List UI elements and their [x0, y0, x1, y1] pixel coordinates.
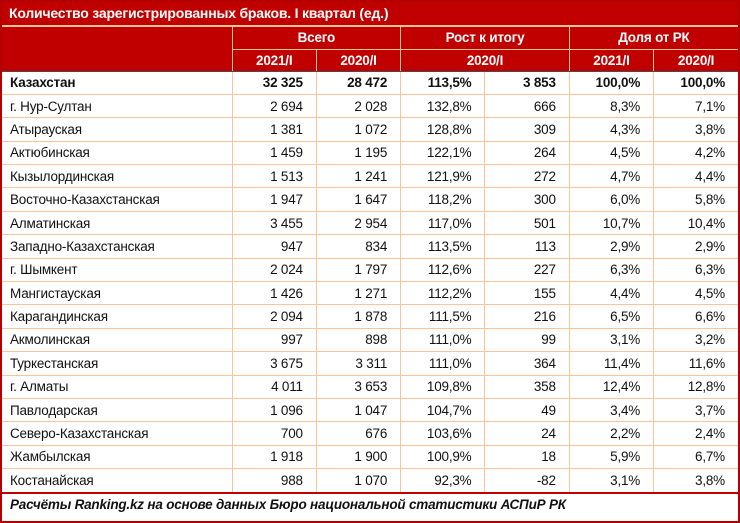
value-cell: 3,1% [569, 469, 653, 492]
value-cell: 100,0% [654, 71, 738, 94]
value-cell: 2,9% [654, 235, 738, 258]
value-cell: 3,4% [569, 398, 653, 421]
table-row [2, 71, 738, 94]
marriages-table [2, 27, 738, 492]
value-cell: 6,3% [569, 258, 653, 281]
value-cell: 3 675 [232, 352, 316, 375]
region-name: Жамбылская [2, 445, 232, 468]
table-row [2, 258, 738, 281]
value-cell: 12,4% [569, 375, 653, 398]
value-cell: 358 [485, 375, 569, 398]
table-row [2, 375, 738, 398]
value-cell: 155 [485, 282, 569, 305]
region-name: Акмолинская [2, 328, 232, 351]
value-cell: 49 [485, 398, 569, 421]
region-name: Западно-Казахстанская [2, 235, 232, 258]
value-cell: 100,9% [401, 445, 485, 468]
subheader-share-2021: 2021/I [569, 49, 653, 71]
value-cell: 118,2% [401, 188, 485, 211]
value-cell: 132,8% [401, 94, 485, 117]
value-cell: 111,0% [401, 352, 485, 375]
value-cell: 2,2% [569, 422, 653, 445]
table-row [2, 282, 738, 305]
value-cell: 32 325 [232, 71, 316, 94]
table-row [2, 422, 738, 445]
value-cell: 2 028 [316, 94, 400, 117]
region-name: г. Нур-Султан [2, 94, 232, 117]
value-cell: 1 047 [316, 398, 400, 421]
value-cell: 121,9% [401, 165, 485, 188]
value-cell: 898 [316, 328, 400, 351]
value-cell: 4,7% [569, 165, 653, 188]
value-cell: 113,5% [401, 71, 485, 94]
value-cell: 92,3% [401, 469, 485, 492]
value-cell: 6,3% [654, 258, 738, 281]
value-cell: 264 [485, 141, 569, 164]
value-cell: 104,7% [401, 398, 485, 421]
value-cell: 3 455 [232, 211, 316, 234]
subheader-total-2020: 2020/I [316, 49, 400, 71]
value-cell: 501 [485, 211, 569, 234]
value-cell: 6,6% [654, 305, 738, 328]
table-row [2, 305, 738, 328]
value-cell: 2 954 [316, 211, 400, 234]
value-cell: 112,2% [401, 282, 485, 305]
value-cell: 1 459 [232, 141, 316, 164]
value-cell: 111,5% [401, 305, 485, 328]
value-cell: 111,0% [401, 328, 485, 351]
value-cell: 364 [485, 352, 569, 375]
table-body [2, 71, 738, 492]
value-cell: 12,8% [654, 375, 738, 398]
region-name: Восточно-Казахстанская [2, 188, 232, 211]
table-row [2, 211, 738, 234]
value-cell: 18 [485, 445, 569, 468]
region-name: Кызылординская [2, 165, 232, 188]
value-cell: 24 [485, 422, 569, 445]
table-header [2, 27, 738, 71]
value-cell: 2,4% [654, 422, 738, 445]
value-cell: 1 271 [316, 282, 400, 305]
value-cell: 5,8% [654, 188, 738, 211]
table-row [2, 235, 738, 258]
value-cell: 3,7% [654, 398, 738, 421]
value-cell: 2 094 [232, 305, 316, 328]
value-cell: 1 096 [232, 398, 316, 421]
value-cell: 4,3% [569, 118, 653, 141]
value-cell: 1 513 [232, 165, 316, 188]
table-row [2, 118, 738, 141]
value-cell: 6,5% [569, 305, 653, 328]
subheader-growth-2020: 2020/I [401, 49, 570, 71]
value-cell: 947 [232, 235, 316, 258]
table-row [2, 445, 738, 468]
group-header-total: Всего [232, 27, 401, 49]
value-cell: 11,6% [654, 352, 738, 375]
value-cell: 3 311 [316, 352, 400, 375]
value-cell: 1 195 [316, 141, 400, 164]
value-cell: 1 381 [232, 118, 316, 141]
value-cell: 3,1% [569, 328, 653, 351]
subheader-total-2021: 2021/I [232, 49, 316, 71]
value-cell: 112,6% [401, 258, 485, 281]
value-cell: 300 [485, 188, 569, 211]
region-name: Павлодарская [2, 398, 232, 421]
value-cell: 1 900 [316, 445, 400, 468]
region-name: Казахстан [2, 71, 232, 94]
value-cell: 227 [485, 258, 569, 281]
table-row [2, 94, 738, 117]
table-row [2, 352, 738, 375]
group-header-share: Доля от РК [569, 27, 738, 49]
value-cell: 3,8% [654, 118, 738, 141]
region-name: Атырауская [2, 118, 232, 141]
value-cell: 2 024 [232, 258, 316, 281]
value-cell: 6,7% [654, 445, 738, 468]
table-row [2, 141, 738, 164]
value-cell: 988 [232, 469, 316, 492]
value-cell: 700 [232, 422, 316, 445]
value-cell: 113 [485, 235, 569, 258]
value-cell: 3,8% [654, 469, 738, 492]
value-cell: 216 [485, 305, 569, 328]
value-cell: 676 [316, 422, 400, 445]
subheader-share-2020: 2020/I [654, 49, 738, 71]
table-row [2, 328, 738, 351]
value-cell: 122,1% [401, 141, 485, 164]
value-cell: 272 [485, 165, 569, 188]
region-name: Туркестанская [2, 352, 232, 375]
value-cell: 1 647 [316, 188, 400, 211]
table-row [2, 398, 738, 421]
region-column-header [2, 27, 232, 71]
value-cell: 10,7% [569, 211, 653, 234]
value-cell: 3,2% [654, 328, 738, 351]
table-row [2, 165, 738, 188]
column-group-row [2, 27, 738, 49]
value-cell: 2 694 [232, 94, 316, 117]
value-cell: 834 [316, 235, 400, 258]
value-cell: 128,8% [401, 118, 485, 141]
region-name: Костанайская [2, 469, 232, 492]
value-cell: 3 853 [485, 71, 569, 94]
value-cell: 1 072 [316, 118, 400, 141]
value-cell: 7,1% [654, 94, 738, 117]
value-cell: 2,9% [569, 235, 653, 258]
value-cell: 666 [485, 94, 569, 117]
region-name: г. Шымкент [2, 258, 232, 281]
value-cell: 309 [485, 118, 569, 141]
value-cell: 1 918 [232, 445, 316, 468]
region-name: г. Алматы [2, 375, 232, 398]
value-cell: 117,0% [401, 211, 485, 234]
table-title: Количество зарегистрированных браков. I квартал (ед.) [2, 2, 738, 27]
value-cell: 3 653 [316, 375, 400, 398]
region-name: Мангистауская [2, 282, 232, 305]
value-cell: 6,0% [569, 188, 653, 211]
value-cell: 4 011 [232, 375, 316, 398]
value-cell: 99 [485, 328, 569, 351]
source-note: Расчёты Ranking.kz на основе данных Бюро национальной статистики АСПиР РК [2, 492, 738, 516]
value-cell: 4,5% [654, 282, 738, 305]
value-cell: 100,0% [569, 71, 653, 94]
value-cell: 1 070 [316, 469, 400, 492]
value-cell: 4,4% [569, 282, 653, 305]
value-cell: 5,9% [569, 445, 653, 468]
table-row [2, 188, 738, 211]
table-row [2, 469, 738, 492]
value-cell: 113,5% [401, 235, 485, 258]
value-cell: 1 947 [232, 188, 316, 211]
value-cell: 1 878 [316, 305, 400, 328]
value-cell: 1 797 [316, 258, 400, 281]
value-cell: 8,3% [569, 94, 653, 117]
value-cell: 4,2% [654, 141, 738, 164]
value-cell: 4,5% [569, 141, 653, 164]
value-cell: 103,6% [401, 422, 485, 445]
value-cell: 109,8% [401, 375, 485, 398]
group-header-growth: Рост к итогу [401, 27, 570, 49]
region-name: Алматинская [2, 211, 232, 234]
region-name: Северо-Казахстанская [2, 422, 232, 445]
value-cell: 28 472 [316, 71, 400, 94]
value-cell: 4,4% [654, 165, 738, 188]
value-cell: 997 [232, 328, 316, 351]
value-cell: 1 241 [316, 165, 400, 188]
region-name: Карагандинская [2, 305, 232, 328]
value-cell: 10,4% [654, 211, 738, 234]
value-cell: 1 426 [232, 282, 316, 305]
value-cell: 11,4% [569, 352, 653, 375]
value-cell: -82 [485, 469, 569, 492]
region-name: Актюбинская [2, 141, 232, 164]
